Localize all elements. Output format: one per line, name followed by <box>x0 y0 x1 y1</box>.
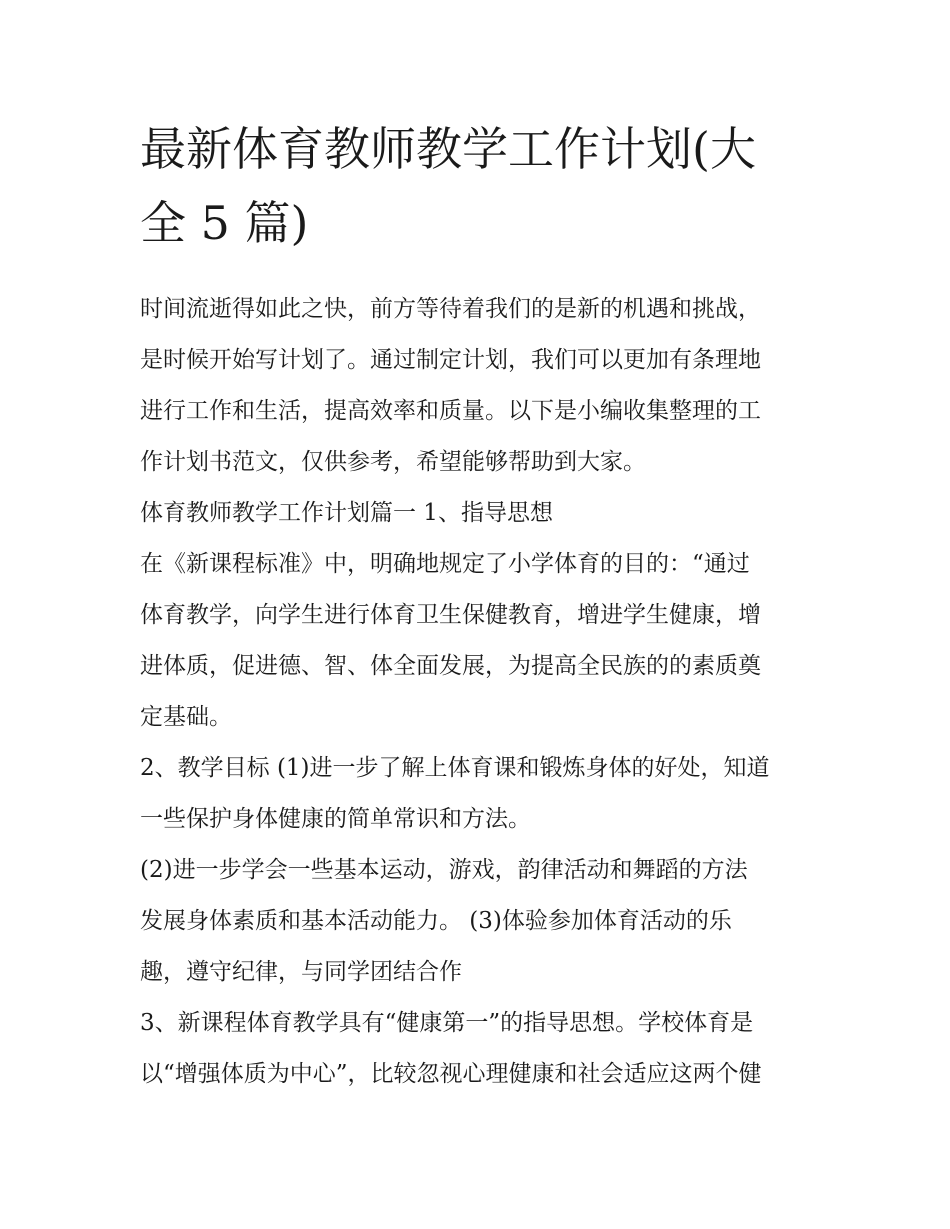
document-title <box>140 112 812 260</box>
text-line: 在《新课程标准》中，明确地规定了小学体育的目的：“通过 <box>140 551 750 577</box>
paragraph-teaching-goals <box>140 743 812 845</box>
document-content <box>140 112 812 1100</box>
title-line: 最新体育教师教学工作计划(大 <box>140 122 756 176</box>
text-line: 2、教学目标 (1)进一步了解上体育课和锻炼身体的好处，知道 <box>140 755 770 781</box>
title-line: 全 5 篇) <box>140 196 309 250</box>
text-line: (2)进一步学会一些基本运动，游戏，韵律活动和舞蹈的方法 <box>140 857 748 883</box>
paragraph-health-first <box>140 998 812 1100</box>
text-line: 体育教师教学工作计划篇一 1、指导思想 <box>140 500 553 526</box>
text-line: 进行工作和生活，提高效率和质量。以下是小编收集整理的工 <box>140 398 761 424</box>
document-body <box>140 284 812 1100</box>
text-line: 是时候开始写计划了。通过制定计划，我们可以更加有条理地 <box>140 347 761 373</box>
text-line: 体育教学，向学生进行体育卫生保健教育，增进学生健康，增 <box>140 602 761 628</box>
text-line: 以“增强体质为中心”，比较忽视心理健康和社会适应这两个健 <box>140 1061 762 1087</box>
text-line: 发展身体素质和基本活动能力。 (3)体验参加体育活动的乐 <box>140 908 732 934</box>
text-line: 时间流逝得如此之快，前方等待着我们的是新的机遇和挑战， <box>140 296 761 322</box>
paragraph-intro <box>140 284 812 488</box>
text-line: 进体质，促进德、智、体全面发展，为提高全民族的的素质奠 <box>140 653 761 679</box>
text-line: 趣，遵守纪律，与同学团结合作 <box>140 959 462 985</box>
text-line: 定基础。 <box>140 704 232 730</box>
paragraph-guiding-thought <box>140 539 812 743</box>
paragraph-goals-continued <box>140 845 812 998</box>
text-line: 3、新课程体育教学具有“健康第一”的指导思想。学校体育是 <box>140 1010 754 1036</box>
text-line: 一些保护身体健康的简单常识和方法。 <box>140 806 531 832</box>
text-line: 作计划书范文，仅供参考，希望能够帮助到大家。 <box>140 449 646 475</box>
section-heading <box>140 488 812 539</box>
